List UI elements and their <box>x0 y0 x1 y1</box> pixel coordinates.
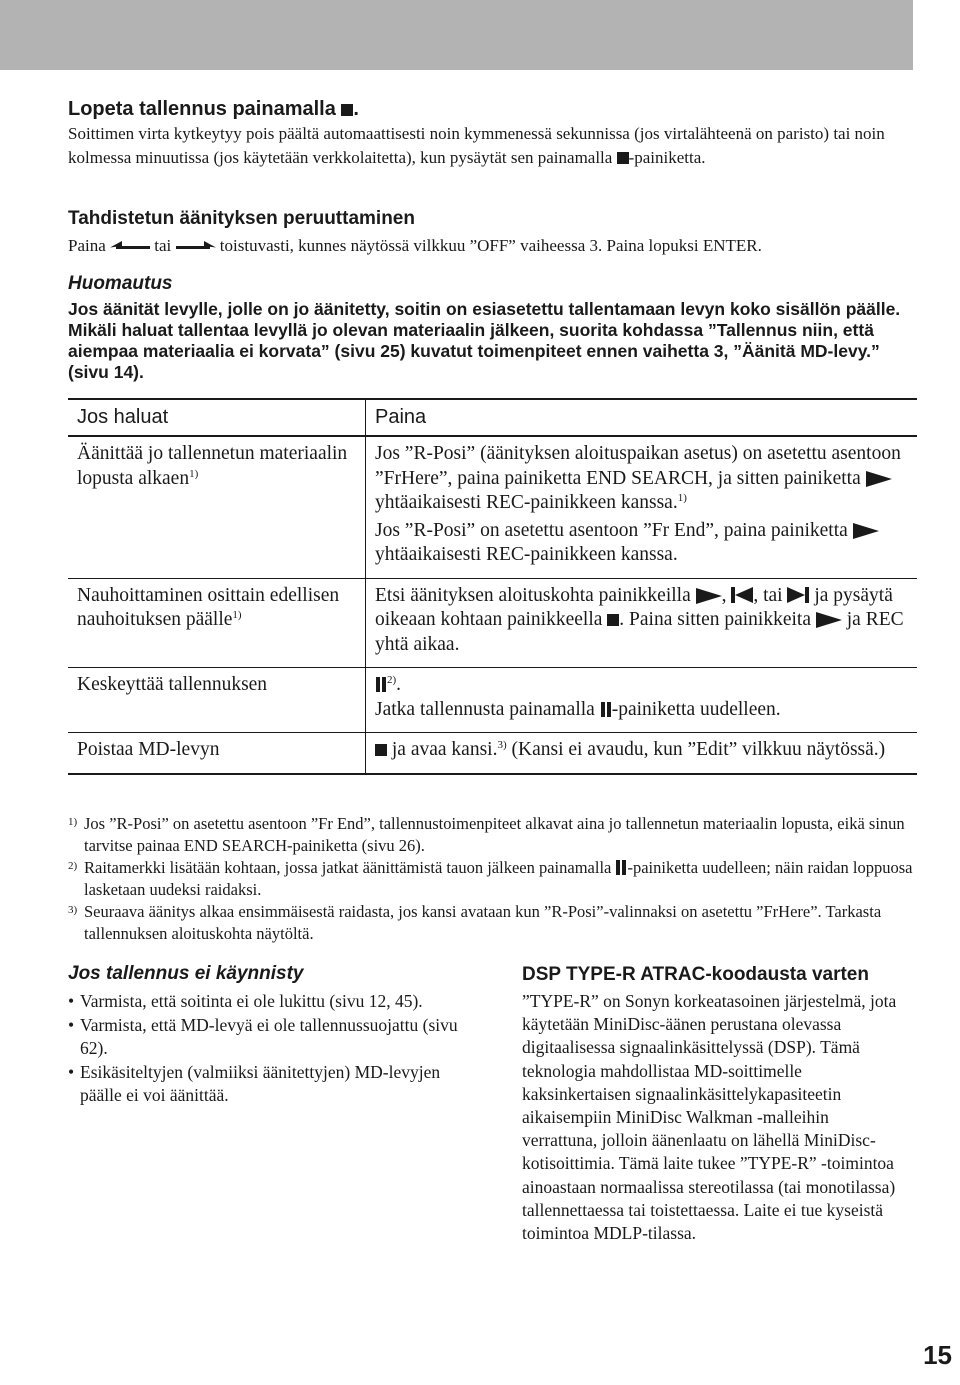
table-cell: $^{2)}$. Jatka tallennusta painamalla -painiketta uudelleen. <box>366 668 918 733</box>
trouble-section <box>68 962 460 1108</box>
table-header-col2: Paina <box>366 399 918 436</box>
stop-icon <box>375 744 387 756</box>
left-arrow-icon <box>110 241 150 253</box>
table-row <box>68 436 917 578</box>
stop-heading: Lopeta tallennus painamalla . <box>68 98 359 120</box>
stop-icon <box>607 614 619 626</box>
list-item: • Varmista, että soitinta ei ole lukittu (sivu 12, 45). <box>68 990 460 1014</box>
dsp-section <box>522 963 897 1245</box>
play-icon <box>696 588 722 604</box>
dsp-body: ”TYPE-R” on Sonyn korkeatasoinen järjestelmä, jota käytetään MiniDisc-äänen perustana olevassa digitaalisessa signaalinkäsittelyssä (DSP). Tämä teknologia mahdollistaa MD-soittimelle kaksinkertaisen signaalinkäsittelykapasiteetin aikaisempiin MiniDisc Walkman -malleihin verrattuna, jolloin äänenlaatu on lähellä MiniDisc-kotisoittimia. Tämä laite tukee ”TYPE-R” -toimintoa ainoastaan normaalissa stereotilassa (tai monotilassa) tallennettaessa tai toistettaessa. Laite ei tue kyseistä toimintoa MDLP-tilassa. <box>522 991 897 1244</box>
note-section <box>68 272 918 383</box>
next-track-icon <box>787 587 809 603</box>
trouble-list <box>68 990 460 1108</box>
stop-body: Soittimen virta kytkeytyy pois päältä automaattisesti noin kymmenessä sekunnissa (jos virtalähteenä on paristo) tai noin kolmessa minuutissa (jos käytetään verkkolaitetta), kun pysäytät sen painamalla -painiketta. <box>68 124 885 167</box>
table-cell: Jos ”R-Posi” (äänityksen aloituspaikan asetus) on asetettu asentoon ”FrHere”, paina painiketta END SEARCH, ja sitten painiketta yhtäaikaisesti REC-painikkeen kanssa.$^{1)}$ Jos ”R-Posi” on asetettu asentoon ”Fr End”, paina painiketta yhtäaikaisesti REC-painikkeen kanssa. <box>366 436 918 578</box>
pause-icon <box>375 677 387 692</box>
table-header-col1: Jos haluat <box>68 399 366 436</box>
table-cell: Keskeyttää tallennuksen <box>68 668 366 733</box>
pause-icon <box>600 702 612 717</box>
note-heading: Huomautus <box>68 273 173 294</box>
footnote-1: 1) Jos ”R-Posi” on asetettu asentoon ”Fr End”, tallennustoimenpiteet alkavat aina jo tallennetun materiaalin lopusta, eikä sinun tarvitse painaa END SEARCH-painiketta (sivu 26). <box>68 814 905 855</box>
page-number: 15 <box>923 1340 952 1370</box>
right-arrow-icon <box>176 241 216 253</box>
cancel-heading: Tahdistetun äänityksen peruuttaminen <box>68 208 415 229</box>
play-icon <box>866 471 892 487</box>
stop-icon <box>617 152 629 164</box>
table-cell: Etsi äänityksen aloituskohta painikkeilla , , tai ja pysäytä oikeaan kohtaan painikkeella . Paina sitten painikkeita ja REC yhtä aikaa. <box>366 578 918 668</box>
play-icon <box>816 612 842 628</box>
table-row <box>68 733 917 774</box>
cancel-section <box>68 207 918 258</box>
note-body: Jos äänität levylle, jolle on jo äänitetty, soitin on esiasetettu tallentamaan levyn koko sisällön päälle. Mikäli haluat tallentaa levyllä jo olevan materiaalin jälkeen, suorita kohdassa ”Tallennus niin, että aiempaa materiaalia ei korvata” (sivu 25) kuvatut toimenpiteet ennen vaihetta 3, ”Äänitä MD-levy.” (sivu 14). <box>68 299 901 382</box>
table-cell: Poistaa MD-levyn <box>68 733 366 774</box>
pause-icon <box>615 860 627 875</box>
list-item: • Esikäsiteltyjen (valmiiksi äänitettyjen) MD-levyjen päälle ei voi äänittää. <box>68 1061 460 1108</box>
table-cell: Äänittää jo tallennetun materiaalin lopusta alkaen$^{1)}$ <box>68 436 366 578</box>
footnotes <box>68 813 918 945</box>
list-item: • Varmista, että MD-levyä ei ole tallennussuojattu (sivu 62). <box>68 1014 460 1061</box>
table-row <box>68 668 917 733</box>
table-cell: ja avaa kansi.$^{3)}$ (Kansi ei avaudu, kun ”Edit” vilkkuu näytössä.) <box>366 733 918 774</box>
play-icon <box>853 523 879 539</box>
footnote-3: 3) Seuraava äänitys alkaa ensimmäisestä raidasta, jos kansi avataan kun ”R-Posi”-valinnaksi on asetettu ”FrHere”. Tarkasta tallennuksen aloituskohta näytöltä. <box>68 902 882 943</box>
table-row <box>68 578 917 668</box>
table-cell: Nauhoittaminen osittain edellisen nauhoituksen päälle$^{1)}$ <box>68 578 366 668</box>
stop-section <box>68 97 918 170</box>
cancel-body: Paina tai toistuvasti, kunnes näytössä vilkkuu ”OFF” vaiheessa 3. Paina lopuksi ENTER. <box>68 236 762 255</box>
recording-options-table <box>68 398 917 775</box>
stop-icon <box>341 104 353 116</box>
trouble-heading: Jos tallennus ei käynnisty <box>68 963 304 984</box>
dsp-heading: DSP TYPE-R ATRAC-koodausta varten <box>522 964 869 985</box>
header-bar <box>0 0 913 70</box>
table-header-row <box>68 399 917 436</box>
previous-track-icon <box>731 587 753 603</box>
footnote-2: 2) Raitamerkki lisätään kohtaan, jossa jatkat äänittämistä tauon jälkeen painamalla -painiketta uudelleen; näin raidan loppuosa lasketaan uudeksi raidaksi. <box>68 858 913 899</box>
